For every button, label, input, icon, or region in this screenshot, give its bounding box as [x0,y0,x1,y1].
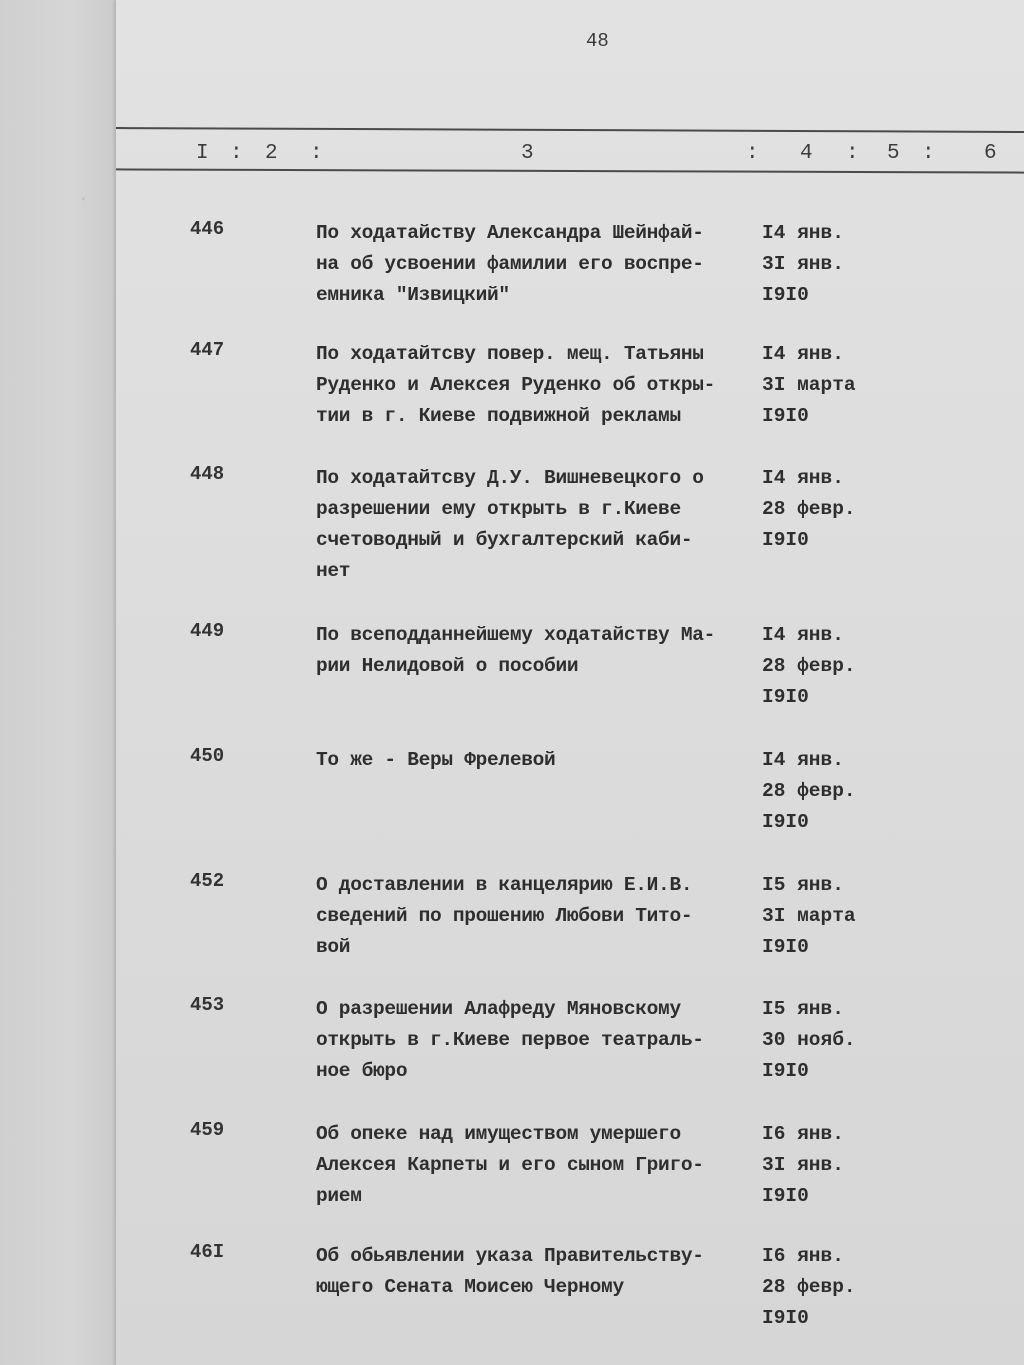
description-line: Об обьявлении указа Правительству- [316,1245,704,1267]
page-number: 48 [586,30,609,52]
entry-dates [762,218,844,311]
year: I9I0 [762,686,809,708]
bleed-through-mark: · [77,189,90,211]
entry-dates [762,463,856,556]
column-header-3: 3 [521,142,534,165]
start-date: I4 янв. [762,624,844,646]
entry-dates [762,1119,844,1212]
description-line: По ходатайтсву повер. мещ. Татьяны [316,343,704,365]
description-line: на об усвоении фамилии его воспре- [316,253,704,275]
year: I9I0 [762,811,809,833]
end-date: 3I марта [762,905,856,927]
start-date: I5 янв. [762,998,844,1020]
end-date: 28 февр. [762,498,856,520]
description-line: сведений по прошению Любови Тито- [316,905,693,927]
year: I9I0 [762,1060,809,1082]
description-line: По ходатайтсву Д.У. Вишневецкого о [316,467,704,489]
column-header-row [116,142,1024,168]
entry-description [316,463,766,587]
entry-dates [762,339,856,432]
entry-number: 459 [190,1119,225,1141]
column-separator: : [846,142,859,165]
description-line: По ходатайству Александра Шейнфай- [316,222,704,244]
year: I9I0 [762,1307,809,1329]
description-line: рии Нелидовой о пособии [316,655,579,677]
end-date: 3I марта [762,374,856,396]
entry-dates [762,620,856,713]
description-line: Руденко и Алексея Руденко об откры- [316,374,716,396]
description-line: нет [316,560,351,582]
description-line: ющего Сената Моисею Черному [316,1276,624,1298]
year: I9I0 [762,529,809,551]
entry-description [316,1119,766,1212]
description-line: О доставлении в канцелярию Е.И.В. [316,874,693,896]
column-separator: : [310,142,323,165]
left-facing-page [0,0,116,1365]
entry-number: 448 [190,463,225,485]
year: I9I0 [762,405,809,427]
column-separator: : [922,142,935,165]
entry-number: 447 [190,339,225,361]
entry-dates [762,870,856,963]
entry-description [316,620,766,682]
description-line: ное бюро [316,1060,408,1082]
end-date: 28 февр. [762,780,856,802]
column-header-5: 5 [887,142,900,165]
description-line: открыть в г.Киеве первое театраль- [316,1029,704,1051]
end-date: 3I янв. [762,253,844,275]
start-date: I5 янв. [762,874,844,896]
description-line: емника "Извицкий" [316,284,510,306]
entry-description [316,994,766,1087]
description-line: вой [316,936,351,958]
description-line: разрешении ему открыть в г.Киеве [316,498,681,520]
start-date: I4 янв. [762,222,844,244]
entry-number: 449 [190,620,225,642]
column-separator: : [746,142,759,165]
entry-dates [762,1241,856,1334]
entry-number: 46I [190,1241,225,1263]
end-date: 30 нояб. [762,1029,856,1051]
entry-number: 446 [190,218,225,240]
column-header-6: 6 [984,142,997,165]
description-line: То же - Веры Фрелевой [316,749,556,771]
description-line: О разрешении Алафреду Мяновскому [316,998,681,1020]
entry-description [316,745,766,776]
year: I9I0 [762,936,809,958]
entry-number: 452 [190,870,225,892]
start-date: I6 янв. [762,1245,844,1267]
end-date: 3I янв. [762,1154,844,1176]
entry-description [316,339,766,432]
description-line: рием [316,1185,362,1207]
description-line: Алексея Карпеты и его сыном Григо- [316,1154,704,1176]
end-date: 28 февр. [762,655,856,677]
description-line: тии в г. Киеве подвижной рекламы [316,405,681,427]
column-header-2: 2 [265,142,278,165]
start-date: I4 янв. [762,467,844,489]
entry-description [316,870,766,963]
year: I9I0 [762,284,809,306]
start-date: I4 янв. [762,343,844,365]
entry-description [316,218,766,311]
start-date: I4 янв. [762,749,844,771]
column-header-1: I [196,142,209,165]
entry-description [316,1241,766,1303]
entry-number: 453 [190,994,225,1016]
header-bottom-rule [116,168,1024,173]
document-page [116,0,1024,1365]
entry-dates [762,994,856,1087]
description-line: Об опеке над имуществом умершего [316,1123,681,1145]
year: I9I0 [762,1185,809,1207]
column-separator: : [230,142,243,165]
description-line: счетоводный и бухгалтерский каби- [316,529,693,551]
entry-number: 450 [190,745,225,767]
description-line: По всеподданнейшему ходатайству Ма- [316,624,716,646]
start-date: I6 янв. [762,1123,844,1145]
column-header-4: 4 [800,142,813,165]
entry-dates [762,745,856,838]
end-date: 28 февр. [762,1276,856,1298]
header-top-rule [116,127,1024,133]
